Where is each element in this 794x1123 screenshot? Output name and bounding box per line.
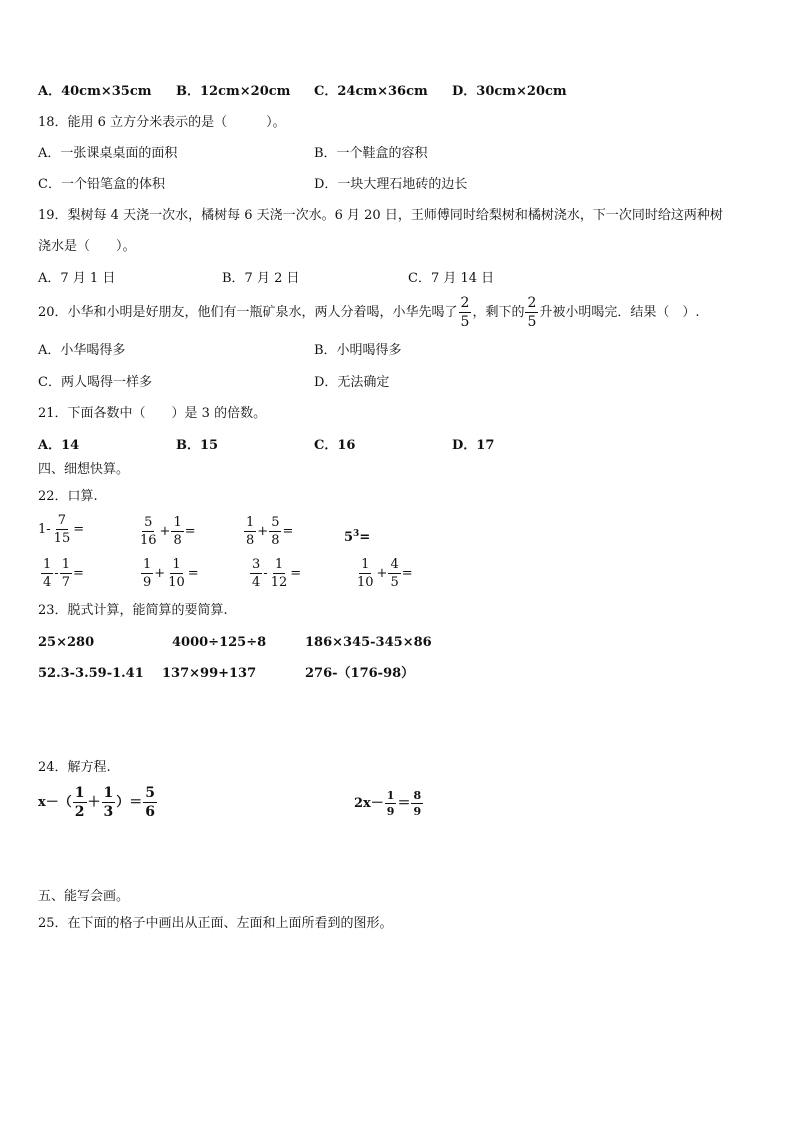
- q19-option-a: A．7 月 1 日: [38, 271, 116, 286]
- q19-question-line1: 19．梨树每 4 天浇一次水，橘树每 6 天浇一次水。6 月 20 日，王师傅同时给梨树和橘树浇水，下一次同时给这两种树: [38, 208, 723, 223]
- q21-option-a: A．14: [38, 438, 80, 453]
- q17-option-a: A．40cm×35cm: [38, 84, 152, 99]
- q21-option-b: B．15: [176, 438, 219, 453]
- q20-text-part2: ，剩下的: [472, 304, 525, 320]
- q22-expr-6: $\frac{1}{9}$ + $\frac{1}{10}$ =: [143, 557, 199, 590]
- q23-item-5: 137×99+137: [162, 666, 257, 681]
- q20-fraction-1: $\frac{2}{5}$: [460, 295, 470, 330]
- q20-fraction-2: $\frac{2}{5}$: [527, 295, 537, 330]
- q20-text-part3: 升被小明喝完．结果（ ）.: [539, 304, 700, 320]
- q23-item-1: 25×280: [38, 635, 95, 650]
- q24-equation-2: 2x－ $\frac{1}{9}$ ＝ $\frac{8}{9}$: [354, 789, 422, 818]
- q22-expr-1: 1- $\frac{7}{15}$ =: [38, 513, 85, 546]
- q18-option-a: A．一张课桌桌面的面积: [38, 146, 178, 161]
- q23-item-6: 276-（176-98）: [305, 666, 415, 681]
- q19-option-b: B．7 月 2 日: [222, 271, 300, 286]
- section-5-title: 五、能写会画。: [38, 889, 130, 904]
- q22-expr-7: $\frac{3}{4}$ - $\frac{1}{12}$ =: [252, 557, 302, 590]
- q21-option-d: D．17: [452, 438, 495, 453]
- q17-option-c: C．24cm×36cm: [314, 84, 428, 99]
- q18-option-b: B．一个鞋盒的容积: [314, 146, 428, 161]
- q22-title: 22．口算.: [38, 489, 98, 504]
- q18-option-d: D．一块大理石地砖的边长: [314, 177, 468, 192]
- section-4-title: 四、细想快算。: [38, 462, 130, 477]
- q20-option-b: B．小明喝得多: [314, 343, 402, 358]
- q22-expr-2: $\frac{5}{16}$ + $\frac{1}{8}$ =: [140, 515, 196, 548]
- q21-question: 21．下面各数中（ ）是 3 的倍数。: [38, 406, 267, 421]
- q20-question: [38, 296, 700, 329]
- q18-option-c: C．一个铅笔盒的体积: [38, 177, 165, 192]
- q25-question: 25．在下面的格子中画出从正面、左面和上面所看到的图形。: [38, 916, 393, 931]
- q23-title: 23．脱式计算，能简算的要简算.: [38, 603, 228, 618]
- q20-text-part1: 20．小华和小明是好朋友，他们有一瓶矿泉水，两人分着喝，小华先喝了: [38, 304, 458, 320]
- q22-expr-8: $\frac{1}{10}$ + $\frac{4}{5}$ =: [357, 557, 413, 590]
- q19-option-c: C．7 月 14 日: [408, 271, 495, 286]
- q24-title: 24．解方程.: [38, 760, 111, 775]
- q18-question: 18．能用 6 立方分米表示的是（ ）。: [38, 115, 286, 130]
- q23-item-4: 52.3-3.59-1.41: [38, 666, 144, 681]
- q22-expr-5: $\frac{1}{4}$ - $\frac{1}{7}$ =: [43, 557, 84, 590]
- q24-equation-1: x－（ $\frac{1}{2}$ ＋ $\frac{1}{3}$ ）＝ $\frac{5}{6}$: [38, 785, 156, 820]
- q19-question-line2: 浇水是（ ）。: [38, 239, 136, 254]
- q23-item-3: 186×345-345×86: [305, 635, 432, 650]
- q20-option-a: A．小华喝得多: [38, 343, 126, 358]
- q21-option-c: C．16: [314, 438, 356, 453]
- q20-option-d: D．无法确定: [314, 375, 390, 390]
- q22-expr-4: $5^3=$: [344, 529, 371, 545]
- q22-expr-3: $\frac{1}{8}$ + $\frac{5}{8}$ =: [246, 515, 294, 548]
- q20-option-c: C．两人喝得一样多: [38, 375, 152, 390]
- q17-option-d: D．30cm×20cm: [452, 84, 567, 99]
- q17-option-b: B．12cm×20cm: [176, 84, 291, 99]
- q23-item-2: 4000÷125÷8: [172, 635, 267, 650]
